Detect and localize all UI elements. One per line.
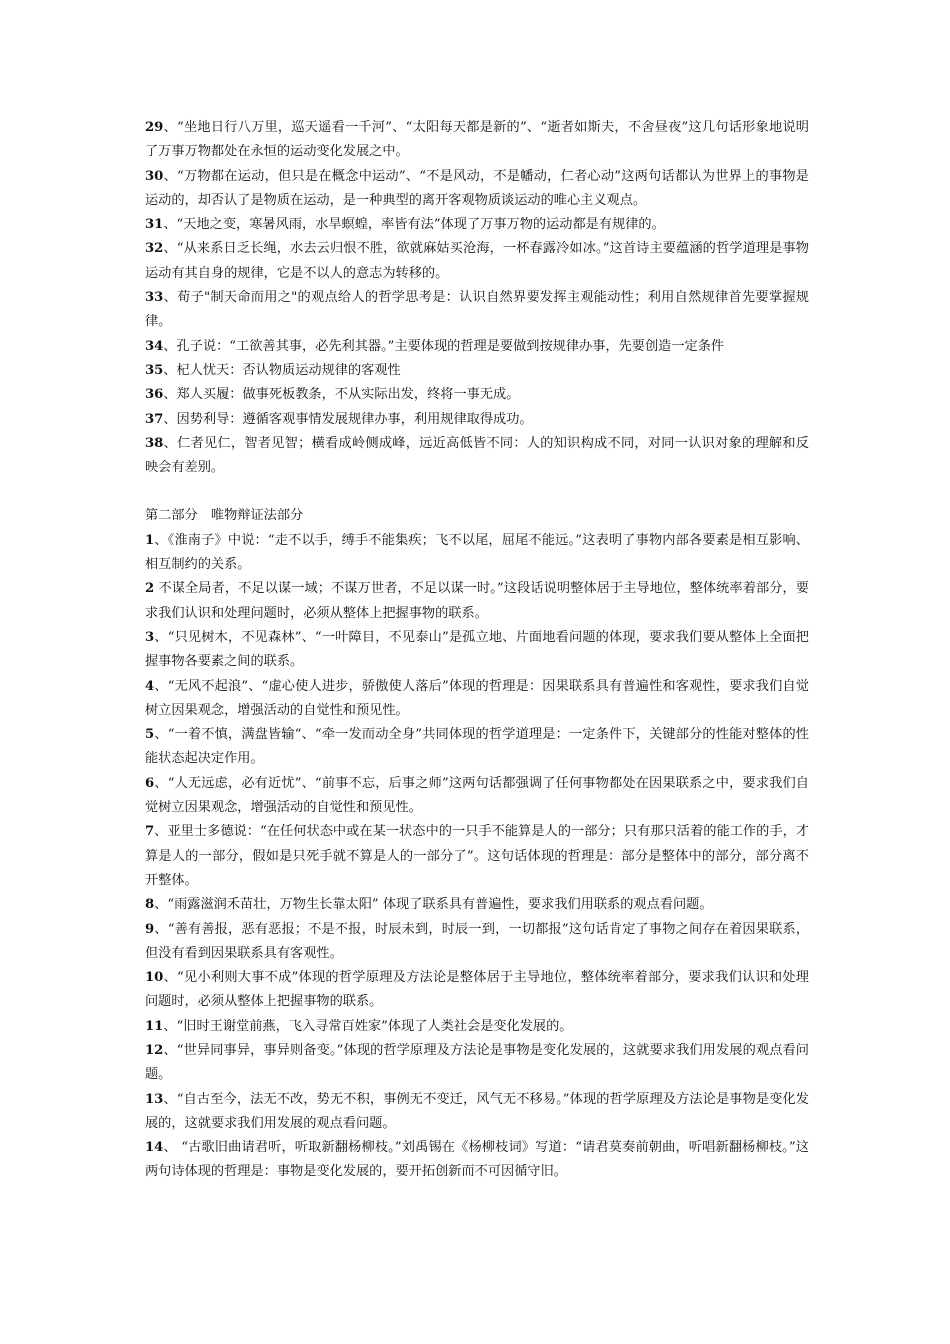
item-text: 、“万物都在运动，但只是在概念中运动”、“不是风动，不是幡动，仁者心动”这两句话都认为世界上的事物是运动的，却否认了是物质在运动，是一种典型的离开客观物质谈运动的唯心主义观点。	[145, 168, 809, 208]
item-text: 、“从来系日乏长绳，水去云归恨不胜，欲就麻姑买沧海，一杯春露冷如冰。”这首诗主要蕴涵的哲学道理是事物运动有其自身的规律，它是不以人的意志为转移的。	[145, 241, 809, 281]
list-item	[145, 286, 809, 335]
section-heading: 第二部分 唯物辩证法部分	[145, 508, 304, 524]
item-text: 、孔子说：“工欲善其事，必先利其器。”主要体现的哲理是要做到按规律办事，先要创造一定条件	[163, 338, 725, 354]
item-text: 、“自古至今，法无不改，势无不积，事例无不变迁，风气无不移易。”体现的哲学原理及方法论是事物是变化发展的，这就要求我们用发展的观点看问题。	[145, 1091, 809, 1131]
item-text: 、荀子"制天命而用之"的观点给人的哲学思考是：认识自然界要发挥主观能动性；利用自然规律首先要掌握规律。	[145, 290, 809, 330]
item-text: 、杞人忧天：否认物质运动规律的客观性	[163, 362, 401, 378]
item-text: 、郑人买履：做事死板教条，不从实际出发，终将一事无成。	[163, 387, 520, 403]
item-number: 14	[145, 1140, 164, 1156]
list-item	[145, 1039, 809, 1088]
item-number: 29	[145, 120, 164, 135]
part-two-list	[145, 529, 809, 1185]
list-item	[145, 383, 809, 407]
item-text: 、因势利导：遵循客观事情发展规律办事，利用规律取得成功。	[163, 411, 533, 427]
list-item	[145, 723, 809, 772]
item-text: 、 “古歌旧曲请君听，听取新翻杨柳枝。”刘禹锡在《杨柳枝词》写道：“请君莫奏前朝曲，听唱新翻杨柳枝。”这两句诗体现的哲理是：事物是变化发展的，要开拓创新而不可因循守旧。	[145, 1140, 809, 1180]
item-number: 38	[145, 435, 164, 451]
item-text: 不谋全局者，不足以谋一域；不谋万世者，不足以谋一时。”这段话说明整体居于主导地位，整体统率着部分，要求我们认识和处理问题时，必须从整体上把握事物的联系。	[145, 581, 809, 621]
list-item	[145, 626, 809, 675]
item-text: 、亚里士多德说：“在任何状态中或在某一状态中的一只手不能算是人的一部分；只有那只活着的能工作的手，才算是人的一部分，假如是只死手就不算是人的一部分了”。这句话体现的哲理是：部分是整体中的部分，部分离不开整体。	[145, 824, 809, 888]
item-text: 、“雨露滋润禾苗壮，万物生长靠太阳” 体现了联系具有普遍性，要求我们用联系的观点看问题。	[154, 897, 713, 913]
part-one-list	[145, 116, 809, 480]
item-number: 9	[145, 921, 155, 937]
item-text: 、“人无远虑，必有近忧”、“前事不忘，后事之师”这两句话都强调了任何事物都处在因果联系之中，要求我们自觉树立因果观念，增强活动的自觉性和预见性。	[145, 775, 809, 816]
item-number: 6	[145, 775, 155, 791]
item-number: 32	[145, 241, 164, 257]
item-number: 11	[145, 1018, 164, 1034]
item-number: 8	[145, 897, 155, 913]
item-text: 、“世异同事异，事异则备变。”体现的哲学原理及方法论是事物是变化发展的，这就要求我们用发展的观点看问题。	[145, 1042, 809, 1083]
list-item	[145, 1015, 809, 1039]
item-text: 、“旧时王谢堂前燕，飞入寻常百姓家”体现了人类社会是变化发展的。	[163, 1018, 573, 1034]
list-item	[145, 529, 809, 578]
item-text: 、“善有善报，恶有恶报；不是不报，时辰未到，时辰一到，一切都报”这句话肯定了事物之间存在着因果联系，但没有看到因果联系具有客观性。	[145, 921, 809, 961]
item-number: 13	[145, 1091, 164, 1107]
item-text: 、“天地之变，寒暑风雨，水旱螟蝗，率皆有法”体现了万事万物的运动都是有规律的。	[163, 217, 665, 233]
item-number: 12	[145, 1042, 164, 1058]
item-number: 33	[145, 290, 164, 306]
item-text: 、仁者见仁，智者见智；横看成岭侧成峰，远近高低皆不同：人的知识构成不同，对同一认识对象的理解和反映会有差别。	[145, 435, 809, 476]
list-item	[145, 675, 809, 724]
list-item	[145, 893, 809, 917]
list-item	[145, 408, 809, 432]
item-number: 4	[145, 678, 155, 694]
item-number: 2	[145, 581, 155, 597]
list-item	[145, 966, 809, 1015]
item-text: 、“一着不慎，满盘皆输“、“牵一发而动全身”共同体现的哲学道理是：一定条件下，关键部分的性能对整体的性能状态起决定作用。	[145, 727, 809, 767]
section-spacer	[145, 480, 809, 504]
list-item	[145, 820, 809, 893]
item-number: 7	[145, 824, 155, 840]
list-item	[145, 432, 809, 481]
list-item	[145, 359, 809, 383]
item-text: 、“见小利则大事不成”体现的哲学原理及方法论是整体居于主导地位，整体统率着部分，要求我们认识和处理问题时，必须从整体上把握事物的联系。	[145, 970, 809, 1010]
item-number: 31	[145, 217, 164, 233]
item-number: 36	[145, 387, 164, 403]
list-item	[145, 772, 809, 821]
item-number: 10	[145, 970, 164, 986]
list-item	[145, 1088, 809, 1137]
item-text: 、“无风不起浪”、“虚心使人进步，骄傲使人落后”体现的哲理是：因果联系具有普遍性和客观性，要求我们自觉树立因果观念，增强活动的自觉性和预见性。	[145, 678, 809, 718]
list-item	[145, 335, 809, 359]
list-item	[145, 116, 809, 165]
list-item	[145, 237, 809, 286]
item-text: 、“坐地日行八万里，巡天遥看一千河”、“太阳每天都是新的”、“逝者如斯夫，不舍昼夜”这几句话形象地说明了万事万物都处在永恒的运动变化发展之中。	[145, 120, 809, 160]
item-number: 30	[145, 168, 164, 184]
item-number: 1	[145, 532, 155, 548]
item-number: 37	[145, 411, 164, 427]
list-item	[145, 1136, 809, 1185]
item-text: 、“只见树木，不见森林”、“一叶障目，不见泰山”是孤立地、片面地看问题的体现，要求我们要从整体上全面把握事物各要素之间的联系。	[145, 629, 809, 670]
item-number: 35	[145, 362, 164, 378]
list-item	[145, 165, 809, 214]
list-item	[145, 918, 809, 967]
item-number: 5	[145, 727, 155, 743]
list-item	[145, 577, 809, 626]
item-number: 3	[145, 629, 155, 645]
document-page	[145, 116, 809, 1185]
item-text: 、《淮南子》中说：“走不以手，缚手不能集疾；飞不以尾，屈尾不能远。”这表明了事物内部各要素是相互影响、相互制约的关系。	[145, 532, 809, 573]
list-item	[145, 213, 809, 237]
item-number: 34	[145, 338, 164, 354]
